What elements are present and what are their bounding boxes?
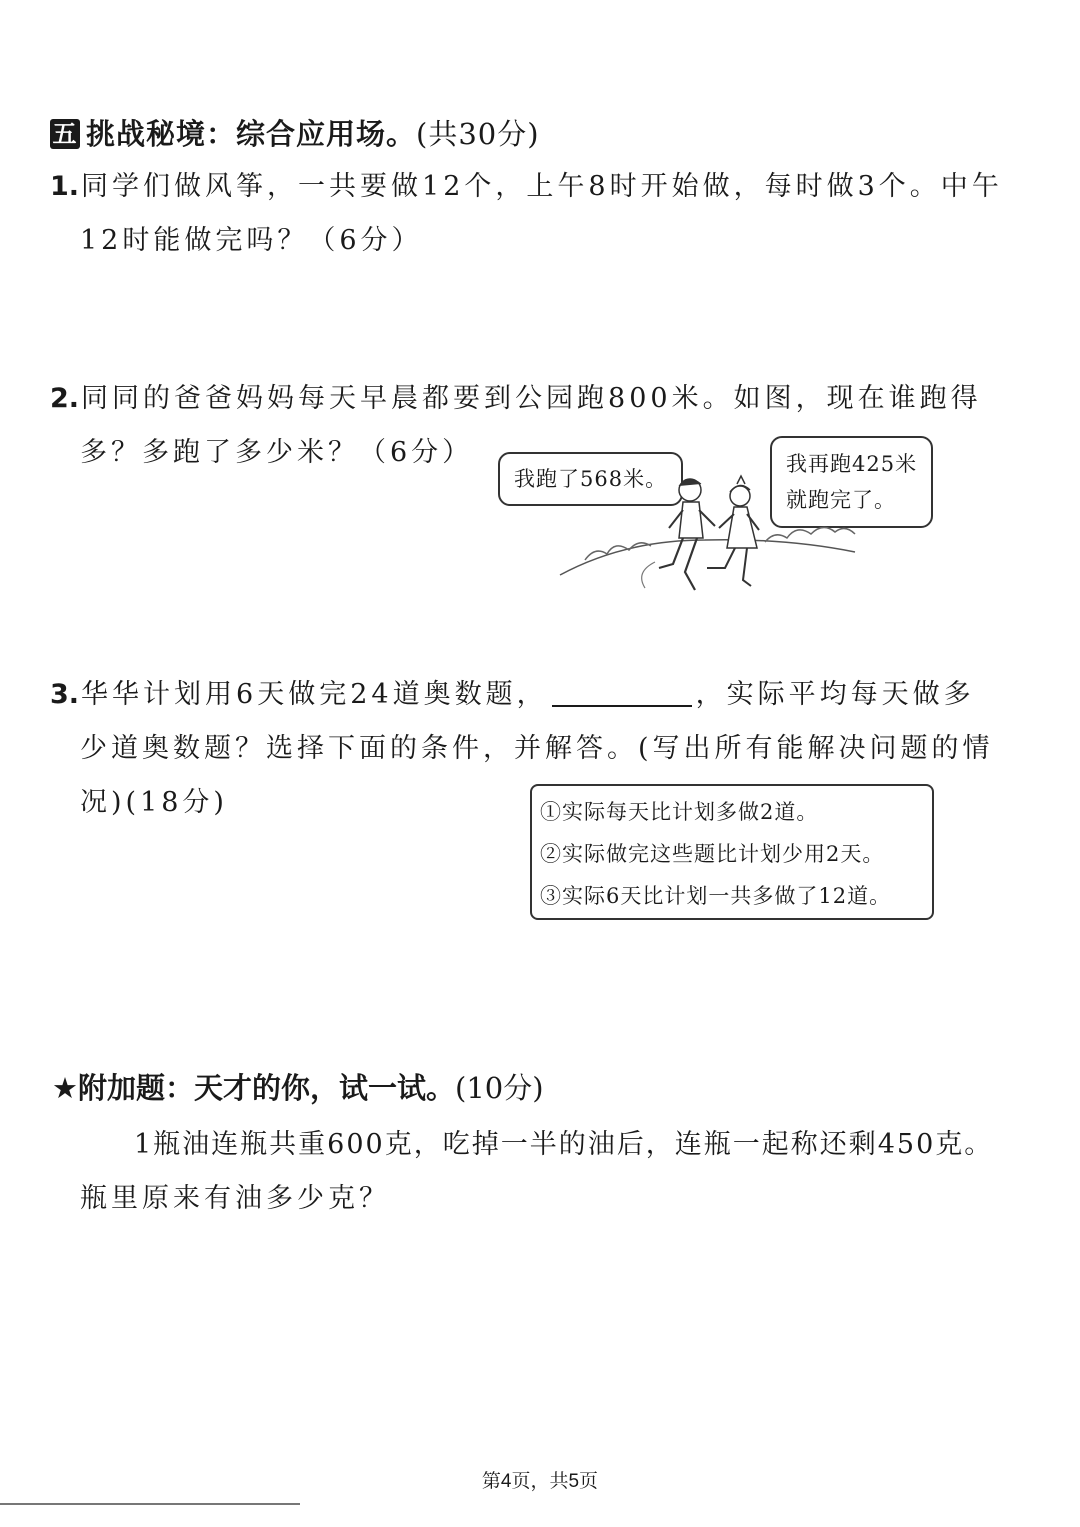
section-title: 挑战秘境：综合应用场。	[86, 117, 417, 151]
question-1-line-2: 12时能做完吗？（6分）	[80, 225, 423, 256]
question-3-number: 3.	[50, 679, 80, 710]
question-2-line-2: 多？多跑了多少米？（6分）	[80, 437, 474, 468]
bonus-line-1: 1瓶油连瓶共重600克，吃掉一半的油后，连瓶一起称还剩450克。	[134, 1129, 994, 1160]
bonus-score: (10分)	[455, 1071, 544, 1105]
section-score: (共30分)	[416, 117, 540, 151]
question-3-text-1a: 华华计划用6天做完24道奥数题，	[81, 679, 548, 710]
section-number-badge: 五	[50, 119, 80, 149]
condition-3: ③实际6天比计划一共多做了12道。	[540, 884, 892, 908]
speech-bubble-girl-text-1: 我再跑425米	[786, 452, 918, 476]
question-1-text-1: 同学们做风筝，一共要做12个，上午8时开始做，每时做3个。中午	[81, 171, 1003, 202]
question-2-text-1: 同同的爸爸妈妈每天早晨都要到公园跑800米。如图，现在谁跑得	[81, 383, 982, 414]
star-icon: ★	[52, 1071, 78, 1105]
runners-illustration	[555, 470, 875, 605]
conditions-box	[530, 784, 934, 920]
section-heading	[50, 112, 540, 153]
condition-1: ①实际每天比计划多做2道。	[540, 800, 819, 824]
speech-bubble-girl-text-2: 就跑完了。	[786, 488, 896, 512]
answer-blank[interactable]	[552, 679, 692, 707]
question-3-line-1	[50, 672, 975, 711]
page-number: 第4页，共5页	[481, 1471, 599, 1492]
bottom-divider	[0, 1503, 300, 1505]
speech-bubble-boy-text: 我跑了568米。	[514, 467, 668, 491]
bonus-line-2: 瓶里原来有油多少克？	[80, 1183, 390, 1214]
question-1-number: 1.	[50, 171, 80, 202]
question-3-line-2: 少道奥数题？选择下面的条件，并解答。(写出所有能解决问题的情	[80, 733, 994, 764]
bonus-title: 附加题：天才的你，试一试。	[78, 1071, 456, 1105]
question-2-line-1	[50, 376, 982, 415]
question-3-text-1b: ，实际平均每天做多	[695, 679, 975, 710]
bonus-heading	[52, 1066, 544, 1107]
question-1-line-1	[50, 164, 1003, 203]
question-3-line-3: 况)(18分)	[80, 787, 228, 818]
condition-2: ②实际做完这些题比计划少用2天。	[540, 842, 885, 866]
question-2-number: 2.	[50, 383, 80, 414]
